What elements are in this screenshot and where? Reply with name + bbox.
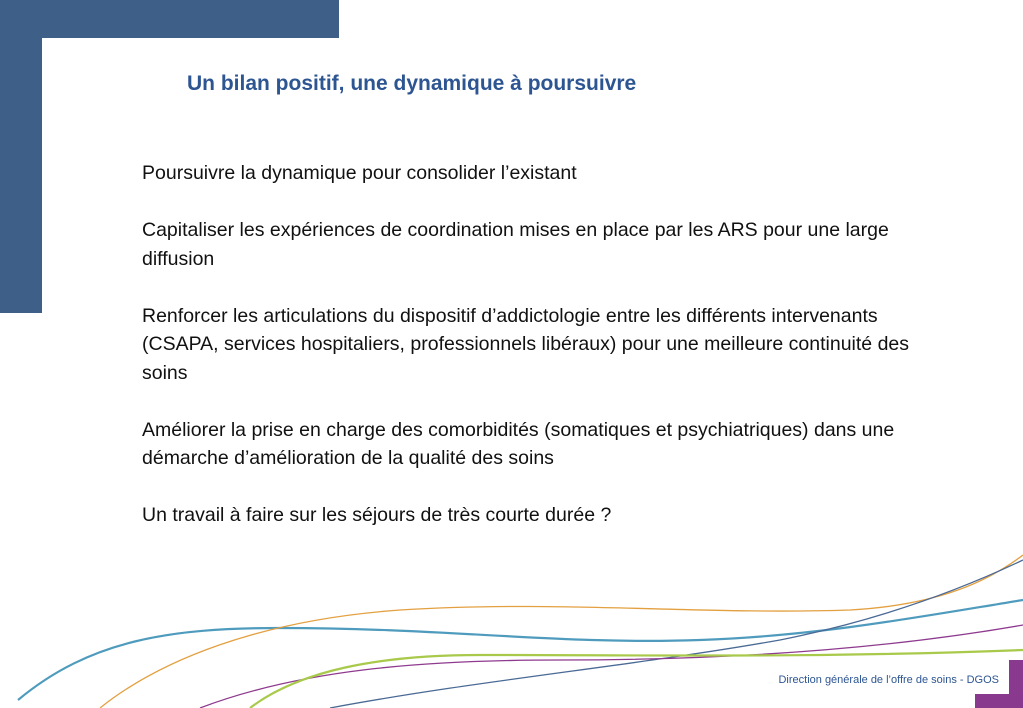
paragraph-1: Poursuivre la dynamique pour consolider l’existant (142, 162, 577, 184)
footer-text: Direction générale de l’offre de soins - DGOS (778, 674, 999, 686)
corner-bracket-icon (975, 660, 1023, 708)
paragraph-2: Capitaliser les expériences de coordination mises en place par les ARS pour une large diffusion (142, 219, 889, 270)
paragraph-3: Renforcer les articulations du dispositif d’addictologie entre les différents intervenants (CSAPA, services hospitaliers, professionnels libéraux) pour une meilleure continuité des soins (142, 304, 910, 384)
wave-purple (200, 625, 1023, 708)
slide-title: Un bilan positif, une dynamique à poursuivre (187, 72, 637, 95)
paragraph-5: Un travail à faire sur les séjours de très courte durée ? (142, 504, 612, 526)
paragraph-4: Améliorer la prise en charge des comorbidités (somatiques et psychiatriques) dans une démarche d’amélioration de la qualité des soins (142, 418, 895, 469)
